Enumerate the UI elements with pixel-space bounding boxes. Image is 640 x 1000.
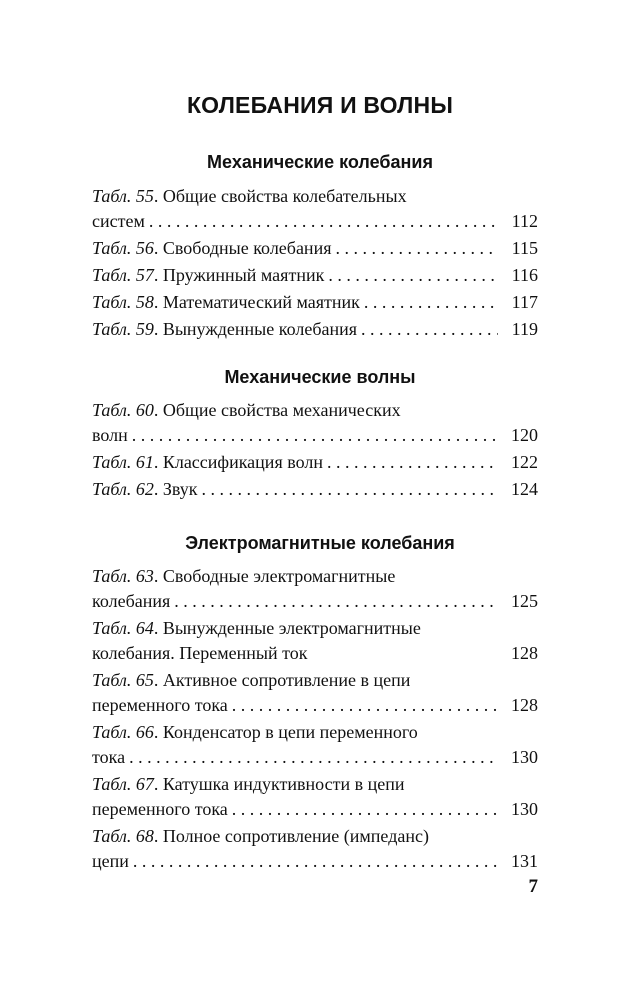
toc-entry-page: 119: [511, 319, 538, 339]
leader-dots: [201, 477, 498, 502]
toc-entry-title-cont: колебания: [92, 591, 171, 611]
toc-entry-title: Вынужденные колебания: [162, 319, 358, 339]
toc-entry-page: 115: [511, 238, 538, 258]
leader-dots: [364, 290, 498, 315]
leader-dots: [132, 423, 498, 448]
section-title-mechanical-oscillations: Механические колебания: [207, 152, 433, 172]
toc-entry-page: 128: [511, 695, 538, 715]
toc-entry-title-cont: систем: [92, 211, 145, 231]
toc-entry-title: Звук: [162, 479, 198, 499]
toc-entry-page: 122: [511, 452, 538, 472]
toc-entry-61[interactable]: Табл. 61. Классификация волн . . . 122: [92, 450, 538, 475]
toc-entry-title: Полное сопротивление (импеданс): [162, 826, 429, 846]
toc-entry-62[interactable]: Табл. 62. Звук . . . 124: [92, 477, 538, 502]
toc-entry-67[interactable]: Табл. 67. Катушка индуктивности в цепи переменного тока . . . 130: [92, 772, 538, 822]
toc-entry-label: Табл. 61: [92, 452, 154, 472]
toc-entry-page: 124: [511, 479, 538, 499]
toc-entry-title: Активное сопротивление в цепи: [162, 670, 411, 690]
toc-entry-63[interactable]: Табл. 63. Свободные электромагнитные колебания . . . 125: [92, 564, 538, 614]
toc-entry-title: Свободные электромагнитные: [162, 566, 396, 586]
leader-dots: [232, 693, 498, 718]
toc-entry-page: 116: [511, 265, 538, 285]
toc-entry-label: Табл. 68: [92, 826, 154, 846]
toc-entry-page: 112: [511, 211, 538, 231]
toc-entry-60[interactable]: Табл. 60. Общие свойства механических волн . . . 120: [92, 398, 538, 448]
toc-entry-label: Табл. 63: [92, 566, 154, 586]
toc-entry-label: Табл. 62: [92, 479, 154, 499]
toc-list-em-oscillations: [92, 564, 538, 876]
toc-entry-label: Табл. 67: [92, 774, 154, 794]
toc-entry-label: Табл. 57: [92, 265, 154, 285]
toc-entry-title: Общие свойства механических: [162, 400, 401, 420]
toc-entry-page: 117: [511, 292, 538, 312]
toc-entry-59[interactable]: Табл. 59. Вынужденные колебания . . . 119: [92, 317, 538, 342]
toc-entry-title-cont: цепи: [92, 851, 129, 871]
toc-entry-page: 130: [511, 747, 538, 767]
toc-entry-label: Табл. 59: [92, 319, 154, 339]
leader-dots: [149, 209, 498, 234]
toc-entry-label: Табл. 60: [92, 400, 154, 420]
leader-dots: [335, 236, 498, 261]
toc-entry-68[interactable]: Табл. 68. Полное сопротивление (импеданс) цепи . . . 131: [92, 824, 538, 874]
section-title-em-oscillations: Электромагнитные колебания: [185, 533, 455, 553]
toc-entry-title: Математический маятник: [162, 292, 360, 312]
toc-entry-label: Табл. 64: [92, 618, 154, 638]
toc-entry-64[interactable]: Табл. 64. Вынужденные электромагнитные колебания. Переменный ток 128: [92, 616, 538, 666]
leader-dots: [361, 317, 498, 342]
toc-entry-label: Табл. 66: [92, 722, 154, 742]
toc-entry-page: 120: [511, 425, 538, 445]
toc-entry-page: 128: [511, 643, 538, 663]
toc-entry-title-cont: переменного тока: [92, 799, 228, 819]
toc-entry-title-cont: колебания. Переменный ток: [92, 643, 308, 663]
toc-entry-label: Табл. 55: [92, 186, 154, 206]
toc-entry-title-cont: волн: [92, 425, 128, 445]
toc-entry-title: Конденсатор в цепи переменного: [162, 722, 418, 742]
toc-entry-56[interactable]: Табл. 56. Свободные колебания . . . 115: [92, 236, 538, 261]
toc-entry-55[interactable]: Табл. 55. Общие свойства колебательных систем . . . 112: [92, 184, 538, 234]
leader-dots: [174, 589, 498, 614]
toc-entry-title: Общие свойства колебательных: [162, 186, 407, 206]
page-title: КОЛЕБАНИЯ И ВОЛНЫ: [186, 92, 454, 118]
toc-entry-title: Катушка индуктивности в цепи: [162, 774, 405, 794]
leader-dots: [129, 745, 498, 770]
toc-list-mechanical-waves: [92, 398, 538, 504]
toc-entry-58[interactable]: Табл. 58. Математический маятник . . . 117: [92, 290, 538, 315]
toc-entry-label: Табл. 56: [92, 238, 154, 258]
toc-entry-page: 130: [511, 799, 538, 819]
toc-entry-title-cont: переменного тока: [92, 695, 228, 715]
toc-entry-title: Классификация волн: [162, 452, 323, 472]
toc-entry-title: Пружинный маятник: [162, 265, 325, 285]
section-title-mechanical-waves: Механические волны: [224, 367, 416, 387]
page-number: 7: [528, 876, 538, 897]
toc-entry-65[interactable]: Табл. 65. Активное сопротивление в цепи переменного тока . . . 128: [92, 668, 538, 718]
toc-entry-label: Табл. 65: [92, 670, 154, 690]
leader-dots: [328, 263, 498, 288]
leader-dots: [327, 450, 498, 475]
toc-entry-page: 131: [511, 851, 538, 871]
leader-dots: [232, 797, 498, 822]
toc-entry-title-cont: тока: [92, 747, 126, 767]
toc-entry-title: Вынужденные электромагнитные: [162, 618, 421, 638]
toc-list-mechanical-oscillations: [92, 184, 538, 344]
toc-entry-page: 125: [511, 591, 538, 611]
toc-entry-title: Свободные колебания: [162, 238, 332, 258]
toc-entry-66[interactable]: Табл. 66. Конденсатор в цепи переменного тока . . . 130: [92, 720, 538, 770]
toc-entry-label: Табл. 58: [92, 292, 154, 312]
toc-entry-57[interactable]: Табл. 57. Пружинный маятник . . . 116: [92, 263, 538, 288]
leader-dots: [133, 849, 498, 874]
